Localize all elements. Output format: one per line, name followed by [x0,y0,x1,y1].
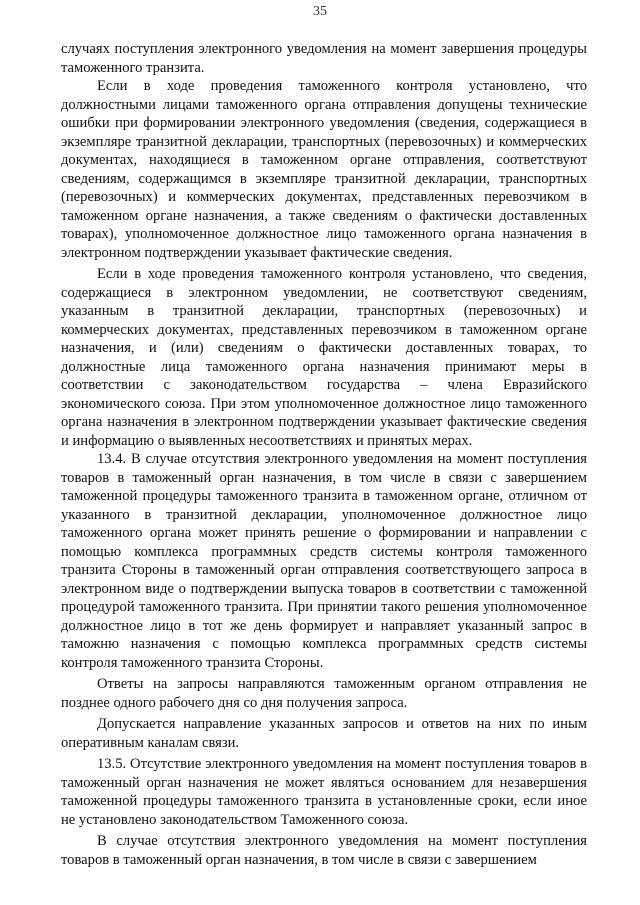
paragraph: Допускается направление указанных запросов и ответов на них по иным оперативным каналам связи. [61,716,587,751]
paragraph: Если в ходе проведения таможенного контроля установлено, что должностными лицами таможенного органа отправления допущены технические ошибки при формировании электронного уведомления (сведения, содержащиеся в экземпляре транзитной декларации, транспортных (перевозочных) и коммерческих документах, находящиеся в таможенном органе отправления, соответствуют сведениям, содержащимся в экземпляре транзитной декларации, транспортных (перевозочных) и коммерческих документах, представленных перевозчиком в таможенном органе назначения, а также сведениям о фактически доставленных товарах), уполномоченное должностное лицо таможенного органа назначения в электронном подтверждении указывает фактические сведения. [61,78,587,261]
paragraph: 13.5. Отсутствие электронного уведомления на момент поступления товаров в таможенный орган назначения не может являться основанием для незавершения таможенной процедуры таможенного транзита в установленные сроки, если иное не установлено законодательством Таможенного союза. [61,756,587,828]
paragraph: Если в ходе проведения таможенного контроля установлено, что сведения, содержащиеся в электронном уведомлении, не соответствуют сведениям, указанным в транзитной декларации, транспортных (перевозочных) и коммерческих документах, представленных перевозчиком в таможенном органе назначения, и (или) сведениям о фактически доставленных товарах, то должностные лица таможенного органа назначения принимают меры в соответствии с законодательством государства – члена Евразийского экономического союза. При этом уполномоченное должностное лицо таможенного органа назначения в электронном подтверждении указывает фактические сведения и информацию о выявленных несоответствиях и принятых мерах. [61,266,587,449]
page-number: 35 [313,4,327,19]
paragraph: Ответы на запросы направляются таможенным органом отправления не позднее одного рабочего дня со дня получения запроса. [61,676,587,711]
paragraph: 13.4. В случае отсутствия электронного уведомления на момент поступления товаров в таможенный орган назначения, в том числе в связи с завершением таможенной процедуры таможенного транзита в таможенном органе, отличном от указанного в транзитной декларации, уполномоченное должностное лицо таможенного органа может принять решение о формировании и направлении с помощью комплекса программных средств системы контроля таможенного транзита Стороны в таможенный орган отправления соответствующего запроса в электронном виде о подтверждении выпуска товаров в соответствии с таможенной процедурой таможенного транзита. При принятии такого решения уполномоченное должностное лицо в тот же день формирует и направляет указанный запрос в таможню назначения с помощью комплекса программных средств системы контроля таможенного транзита Стороны. [61,451,587,671]
paragraph: случаях поступления электронного уведомления на момент завершения процедуры таможенного транзита. [61,41,587,76]
document-body [61,40,587,869]
paragraph: В случае отсутствия электронного уведомления на момент поступления товаров в таможенный орган назначения, в том числе в связи с завершением [61,833,587,868]
